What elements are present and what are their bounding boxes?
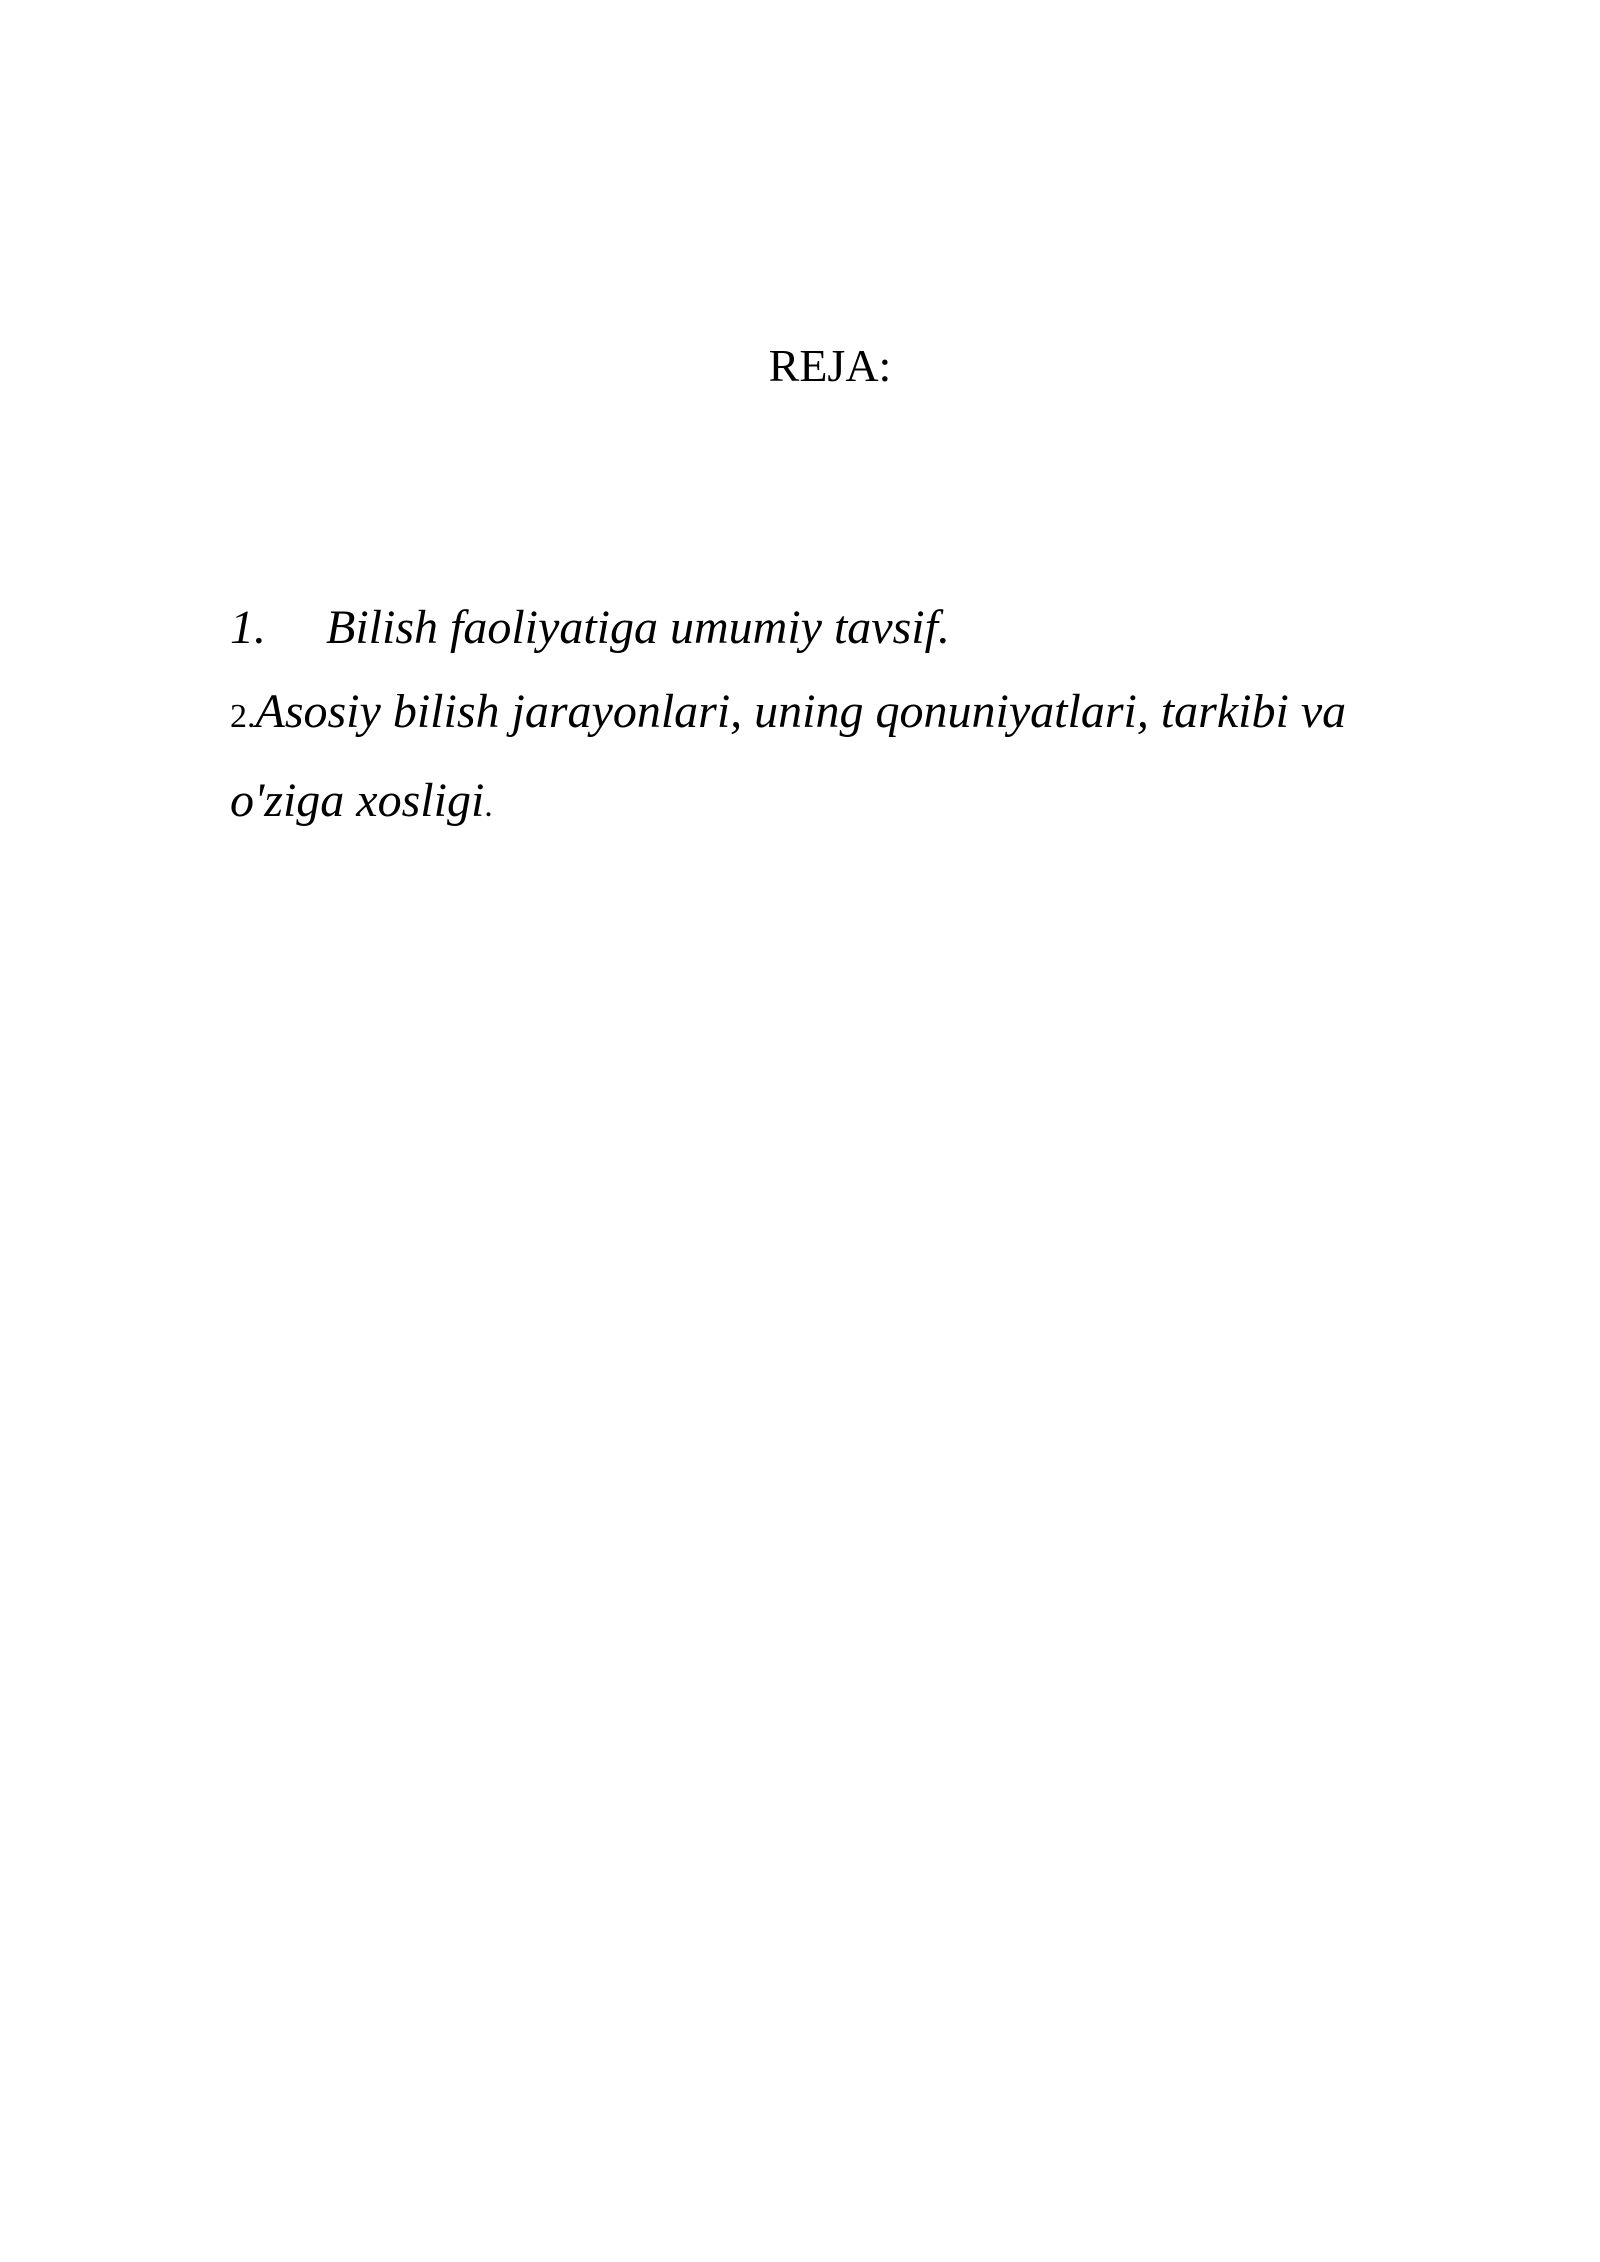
page-title: REJA:: [768, 340, 892, 391]
plan-item-text: Asosiy bilish jarayonlari, uning qonuniyatlari, tarkibi va o'ziga xosligi: [230, 685, 1347, 827]
plan-item-2: [230, 670, 1390, 848]
plan-item-trailing-period: .: [484, 787, 493, 824]
plan-item-number: 2.: [230, 698, 256, 735]
plan-list: [230, 586, 1390, 848]
plan-item-text: Bilish faoliyatiga umumiy tavsif.: [326, 601, 950, 654]
plan-item-1: [230, 586, 1390, 670]
plan-item-number: 1.: [230, 601, 266, 654]
